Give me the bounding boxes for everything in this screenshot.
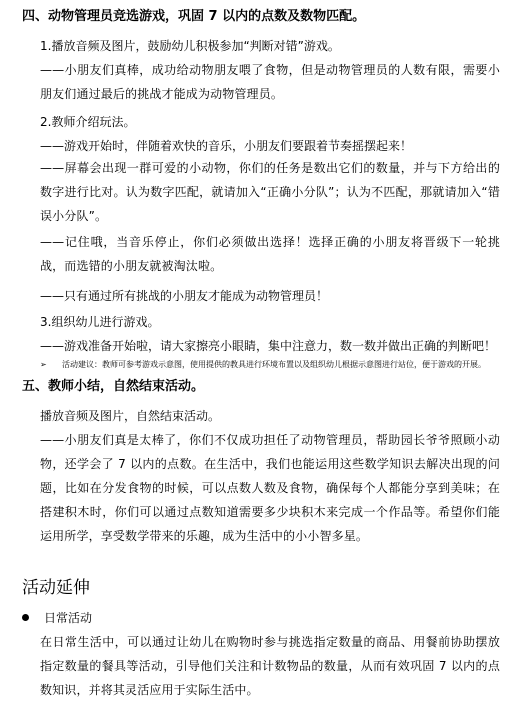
tip-text: 活动建议：教师可参考游戏示意图，使用提供的教具进行环境布置以及组织幼儿根据示意图进行站位，便于游戏的开展。: [62, 360, 486, 369]
section-4-heading: 四、动物管理员竞选游戏，巩固 7 以内的点数及数物匹配。: [22, 9, 366, 24]
arrowhead-icon: ➢: [40, 360, 47, 369]
step-1: 1.播放音频及图片，鼓励幼儿积极参加“判断对错”游戏。: [40, 39, 340, 53]
paragraph-4: ——记住哦，当音乐停止，你们必须做出选择！选择正确的小朋友将晋级下一轮挑战，而选错的小朋友就被淘汰啦。: [40, 235, 500, 273]
paragraph-3: ——屏幕会出现一群可爱的小动物，你们的任务是数出它们的数量，并与下方给出的数字进行比对。认为数字匹配，就请加入“正确小分队”；认为不匹配，那就请加入“错误小分队”。: [40, 161, 500, 223]
paragraph-6: ——游戏准备开始啦，请大家擦亮小眼睛，集中注意力，数一数并做出正确的判断吧！: [40, 339, 497, 353]
extension-title: 活动延伸: [22, 578, 90, 598]
section-5-heading: 五、教师小结，自然结束活动。: [22, 379, 205, 394]
paragraph-5: ——只有通过所有挑战的小朋友才能成为动物管理员！: [40, 289, 329, 303]
step-2: 2.教师介绍玩法。: [40, 115, 136, 129]
step-3: 3.组织幼儿进行游戏。: [40, 315, 160, 329]
section-5-paragraph-1: 播放音频及图片，自然结束活动。: [40, 409, 221, 423]
filled-circle-icon: [22, 614, 29, 621]
paragraph-1: ——小朋友们真棒，成功给动物朋友喂了食物，但是动物管理员的人数有限，需要小朋友们通过最后的挑战才能成为动物管理员。: [40, 63, 500, 101]
bullet-label: 日常活动: [44, 611, 93, 625]
extension-body: 在日常生活中，可以通过让幼儿在购物时参与挑选指定数量的商品、用餐前协助摆放指定数量的餐具等活动，引导他们关注和计数物品的数量，从而有效巩固 7 以内的点数知识，并将其灵活应用于实际生活中。: [40, 635, 500, 697]
section-5-paragraph-2: ——小朋友们真是太棒了，你们不仅成功担任了动物管理员，帮助园长爷爷照顾小动物，还学会了 7 以内的点数。在生活中，我们也能运用这些数学知识去解决出现的问题，比如在分发食物的时候，可以点数人数及食物，确保每个人都能分享到美味；在搭建积木时，你们可以通过点数知道需要多少块积木来完成一个作品等。希望你们能运用所学，享受数学带来的乐趣，成为生活中的小小智多星。: [40, 433, 500, 543]
activity-tip: [40, 359, 486, 371]
paragraph-2: ——游戏开始时，伴随着欢快的音乐，小朋友们要跟着节奏摇摆起来！: [40, 139, 413, 153]
